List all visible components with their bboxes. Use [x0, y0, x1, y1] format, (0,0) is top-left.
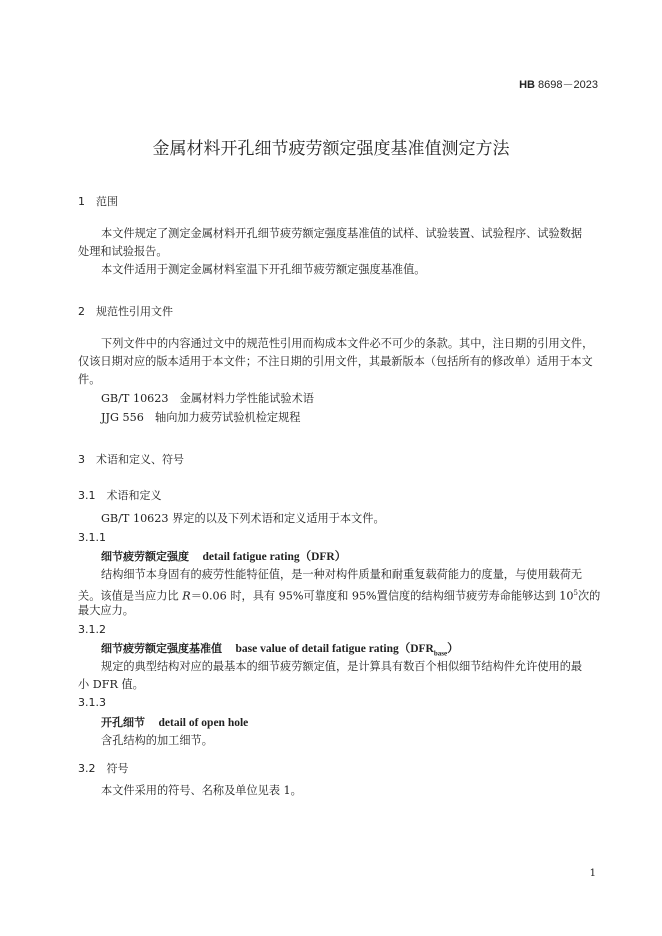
term-3-1-1-english: detail fatigue rating（DFR） [202, 551, 347, 563]
reference-jjg-556: JJG 556 轴向加力疲劳试验机检定规程 [101, 411, 301, 424]
section-3-heading: 3 术语和定义、符号 [78, 453, 184, 466]
section-3-2-heading: 3.2 符号 [78, 762, 129, 775]
term-3-1-3 [101, 714, 248, 730]
term-3-1-3-chinese: 开孔细节 [101, 716, 145, 729]
term-3-1-2-definition-line-2: 小 DFR 值。 [78, 678, 144, 691]
document-title: 金属材料开孔细节疲劳额定强度基准值测定方法 [152, 139, 510, 159]
term-3-1-2-definition-line-1: 规定的典型结构对应的最基本的细节疲劳额定值，是计算具有数百个相似细节结构件允许使用的最 [101, 660, 583, 673]
reference-gbt-10623: GB/T 10623 金属材料力学性能试验术语 [101, 392, 314, 405]
page-number: 1 [589, 868, 596, 879]
term-3-1-1-definition-line-1: 结构细节本身固有的疲劳性能特征值，是一种对构件质量和耐重复载荷能力的度量，与使用载荷无 [101, 568, 583, 581]
term-3-1-2-chinese: 细节疲劳额定强度基准值 [101, 642, 222, 655]
term-3-1-2 [101, 640, 459, 657]
s32-paragraph: 本文件采用的符号、名称及单位见表 1。 [101, 784, 302, 797]
s2-paragraph-line-2: 仅该日期对应的版本适用于本文件；不注日期的引用文件，其最新版本（包括所有的修改单）适用于本文 [78, 355, 593, 368]
s31-paragraph: GB/T 10623 界定的以及下列术语和定义适用于本文件。 [101, 512, 385, 525]
s1-paragraph-2: 本文件适用于测定金属材料室温下开孔细节疲劳额定强度基准值。 [101, 263, 426, 276]
term-3-1-1-chinese: 细节疲劳额定强度 [101, 550, 189, 563]
clause-3-1-1-number: 3.1.1 [78, 531, 106, 544]
term-3-1-1 [101, 548, 346, 564]
section-1-heading: 1 范围 [78, 195, 118, 208]
term-3-1-2-english: base value of detail fatigue $rating(DFR_{base})$ [235, 643, 459, 658]
term-3-1-3-definition: 含孔结构的加工细节。 [101, 734, 213, 747]
section-2-heading: 2 规范性引用文件 [78, 305, 173, 318]
s1-paragraph-1-line-1: 本文件规定了测定金属材料开孔细节疲劳额定强度基准值的试样、试验装置、试验程序、试验数据 [101, 227, 583, 240]
standard-number: HB 8698－2023 [519, 79, 598, 91]
clause-3-1-2-number: 3.1.2 [78, 623, 106, 636]
term-3-1-1-definition-line-2: 关。该值是当应力比 R＝0.06 时，具有 95%可靠度和 95%置信度的结构细节疲劳寿命能够达到 $10^5$次的 [78, 589, 601, 603]
clause-3-1-3-number: 3.1.3 [78, 696, 106, 709]
s1-paragraph-1-line-2: 处理和试验报告。 [78, 245, 168, 258]
section-3-1-heading: 3.1 术语和定义 [78, 489, 162, 502]
term-3-1-1-definition-line-3: 最大应力。 [78, 604, 134, 617]
s2-paragraph-line-3: 件。 [78, 373, 101, 386]
term-3-1-3-english: detail of open hole [158, 717, 249, 729]
s2-paragraph-line-1: 下列文件中的内容通过文中的规范性引用而构成本文件必不可少的条款。其中，注日期的引用文件， [101, 337, 594, 350]
